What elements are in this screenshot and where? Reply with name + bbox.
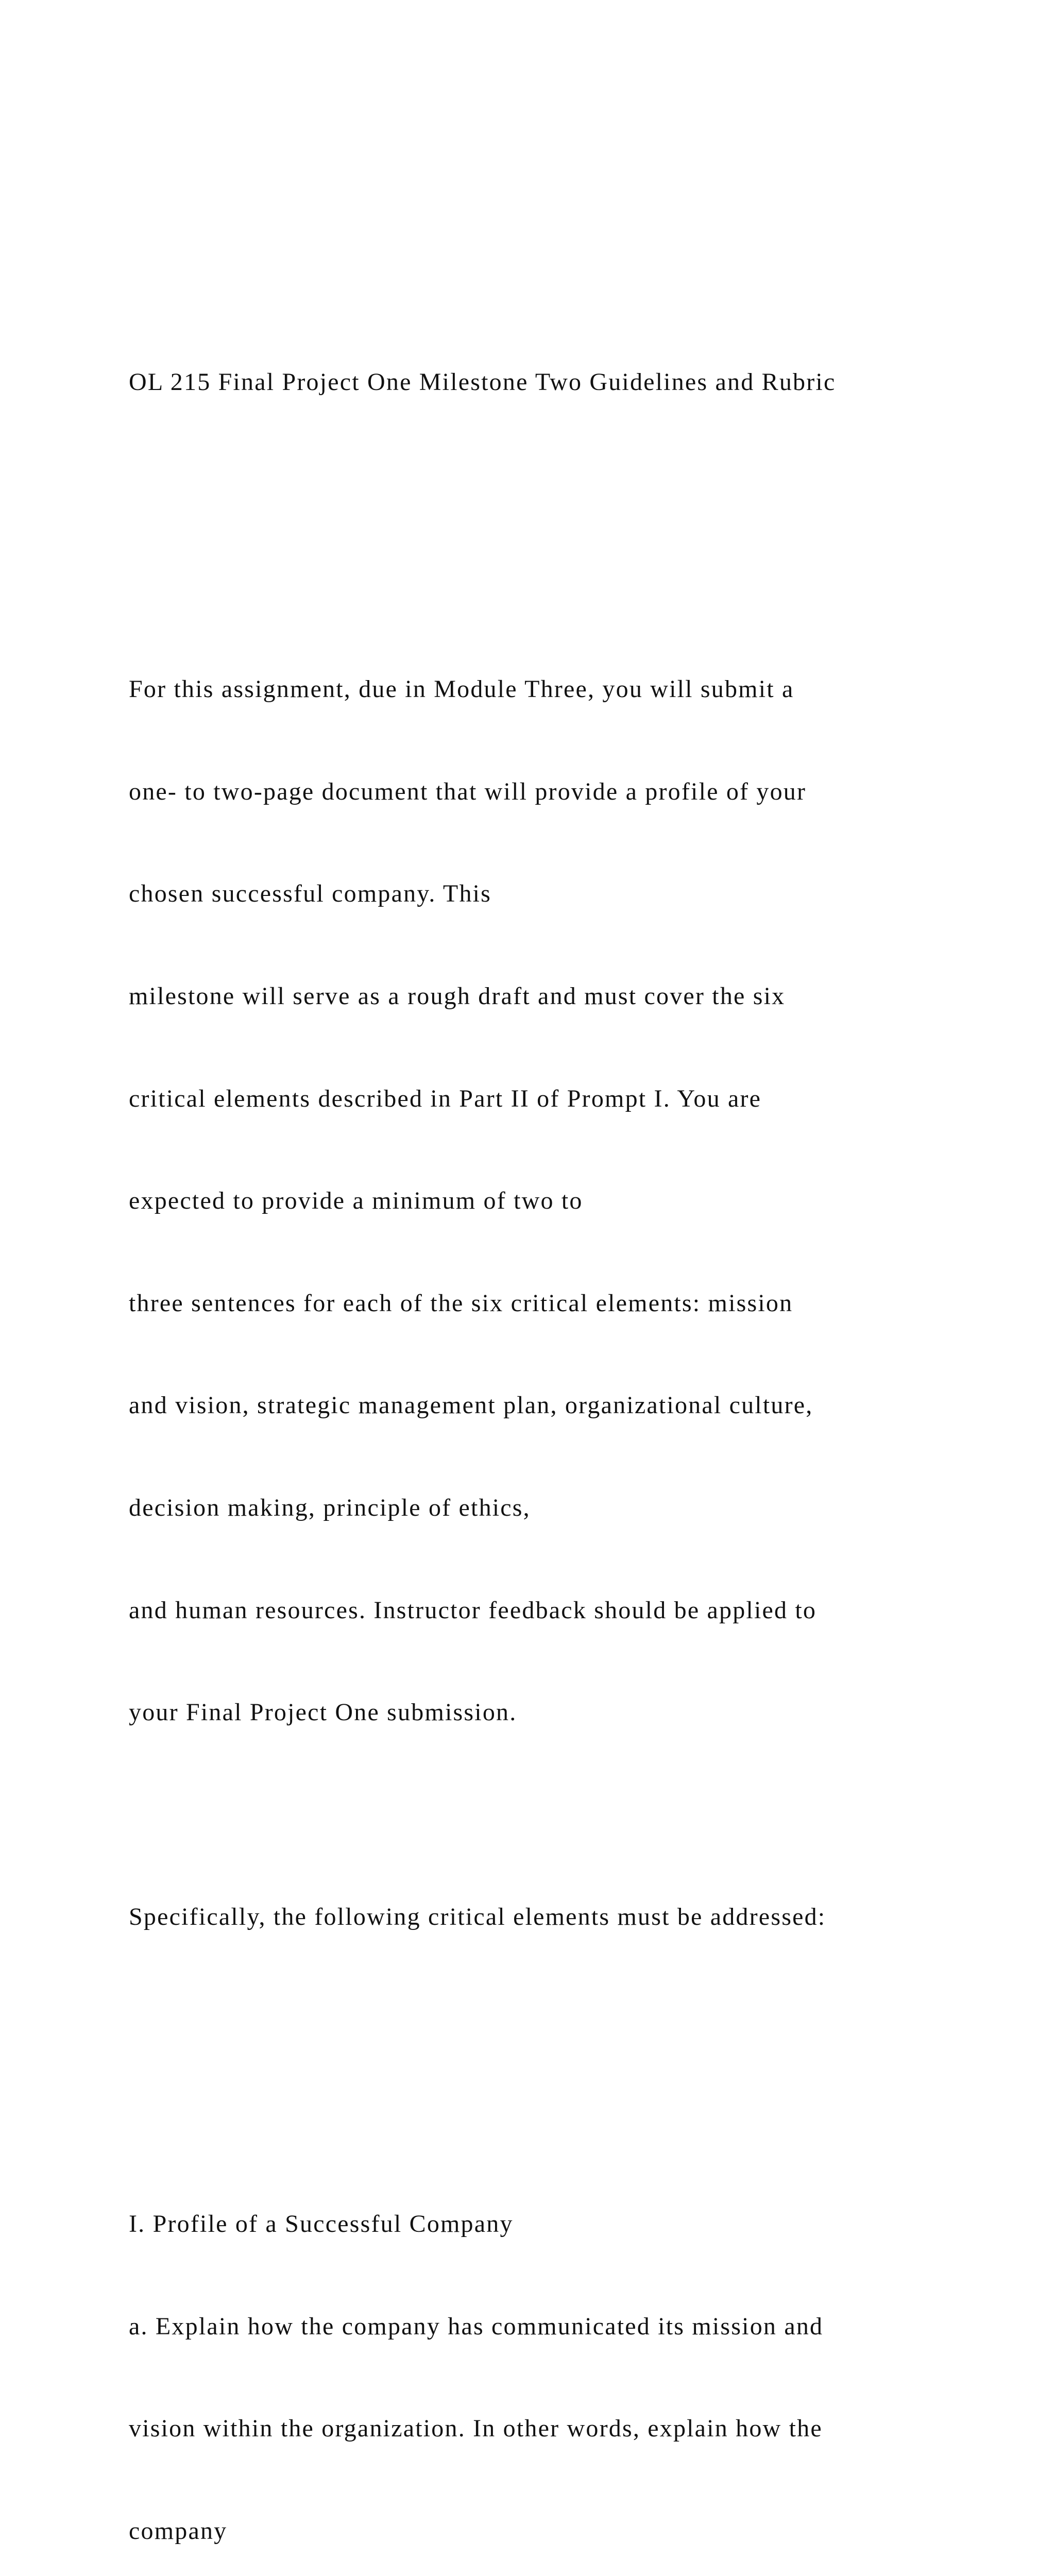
document-body [129, 297, 1046, 2576]
paragraph-line: and human resources. Instructor feedback should be applied to [129, 1596, 817, 1624]
blank-line [129, 570, 1046, 604]
section-heading: I. Profile of a Successful Company [129, 2210, 514, 2238]
blank-line [129, 2003, 1046, 2037]
paragraph-line: milestone will serve as a rough draft and must cover the six [129, 982, 786, 1010]
list-item-line: company [129, 2517, 228, 2545]
paragraph-line: three sentences for each of the six critical elements: mission [129, 1289, 793, 1317]
paragraph-line: your Final Project One submission. [129, 1699, 517, 1726]
paragraph-line: one- to two-page document that will provide a profile of your [129, 777, 807, 805]
blank-line [129, 1798, 1046, 1832]
paragraph-line: For this assignment, due in Module Three, you will submit a [129, 675, 794, 703]
list-item-line: vision within the organization. In other words, explain how the [129, 2415, 823, 2443]
paragraph-line: chosen successful company. This [129, 880, 492, 908]
blank-line [129, 2105, 1046, 2139]
paragraph-line: Specifically, the following critical elements must be addressed: [129, 1903, 826, 1931]
list-item-line: a. Explain how the company has communicated its mission and [129, 2312, 824, 2340]
paragraph-line: critical elements described in Part II of Prompt I. You are [129, 1084, 762, 1112]
paragraph-line: expected to provide a minimum of two to [129, 1187, 583, 1215]
paragraph-line: decision making, principle of ethics, [129, 1494, 531, 1521]
document-title: OL 215 Final Project One Milestone Two Guidelines and Rubric [129, 368, 836, 396]
blank-line [129, 468, 1046, 502]
paragraph-line: and vision, strategic management plan, organizational culture, [129, 1392, 813, 1419]
